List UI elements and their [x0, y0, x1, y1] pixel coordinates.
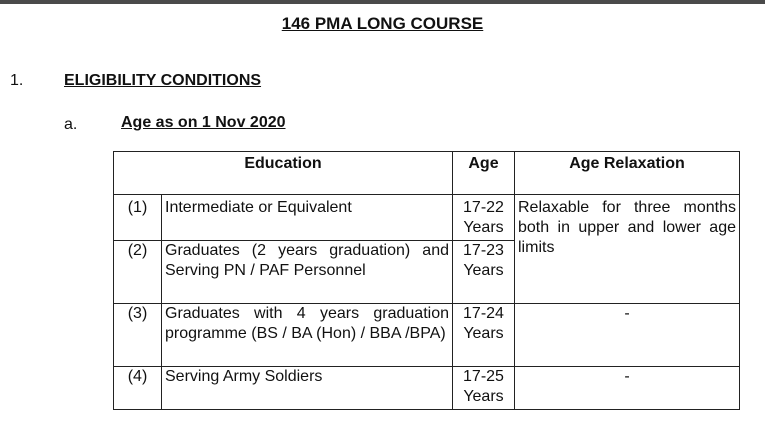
- table-row: [114, 367, 740, 410]
- row-relaxation: Relaxable for three months both in upper and lower age limits: [515, 195, 740, 304]
- row-age: 17-22 Years: [453, 195, 515, 241]
- row-number: (1): [114, 195, 162, 241]
- top-border: [0, 0, 765, 4]
- section-number: 1.: [10, 72, 24, 89]
- table-header-row: [114, 152, 740, 195]
- row-education: Serving Army Soldiers: [162, 367, 453, 410]
- section-title: ELIGIBILITY CONDITIONS: [64, 72, 262, 89]
- table-row: [114, 304, 740, 367]
- row-age: 17-25 Years: [453, 367, 515, 410]
- row-age: 17-24 Years: [453, 304, 515, 367]
- eligibility-table: [113, 151, 740, 410]
- subsection-title: Age as on 1 Nov 2020: [121, 114, 286, 131]
- row-relaxation: -: [515, 304, 740, 367]
- row-age: 17-23 Years: [453, 241, 515, 304]
- header-education: Education: [114, 152, 453, 195]
- row-number: (3): [114, 304, 162, 367]
- header-relaxation: Age Relaxation: [515, 152, 740, 195]
- header-age: Age: [453, 152, 515, 195]
- row-number: (2): [114, 241, 162, 304]
- row-number: (4): [114, 367, 162, 410]
- table-row: [114, 195, 740, 241]
- row-education: Intermediate or Equivalent: [162, 195, 453, 241]
- document-title: 146 PMA LONG COURSE: [281, 14, 484, 33]
- row-education: Graduates (2 years graduation) and Serving PN / PAF Personnel: [162, 241, 453, 304]
- subsection-letter: a.: [64, 116, 78, 133]
- row-education: Graduates with 4 years graduation programme (BS / BA (Hon) / BBA /BPA): [162, 304, 453, 367]
- row-relaxation: -: [515, 367, 740, 410]
